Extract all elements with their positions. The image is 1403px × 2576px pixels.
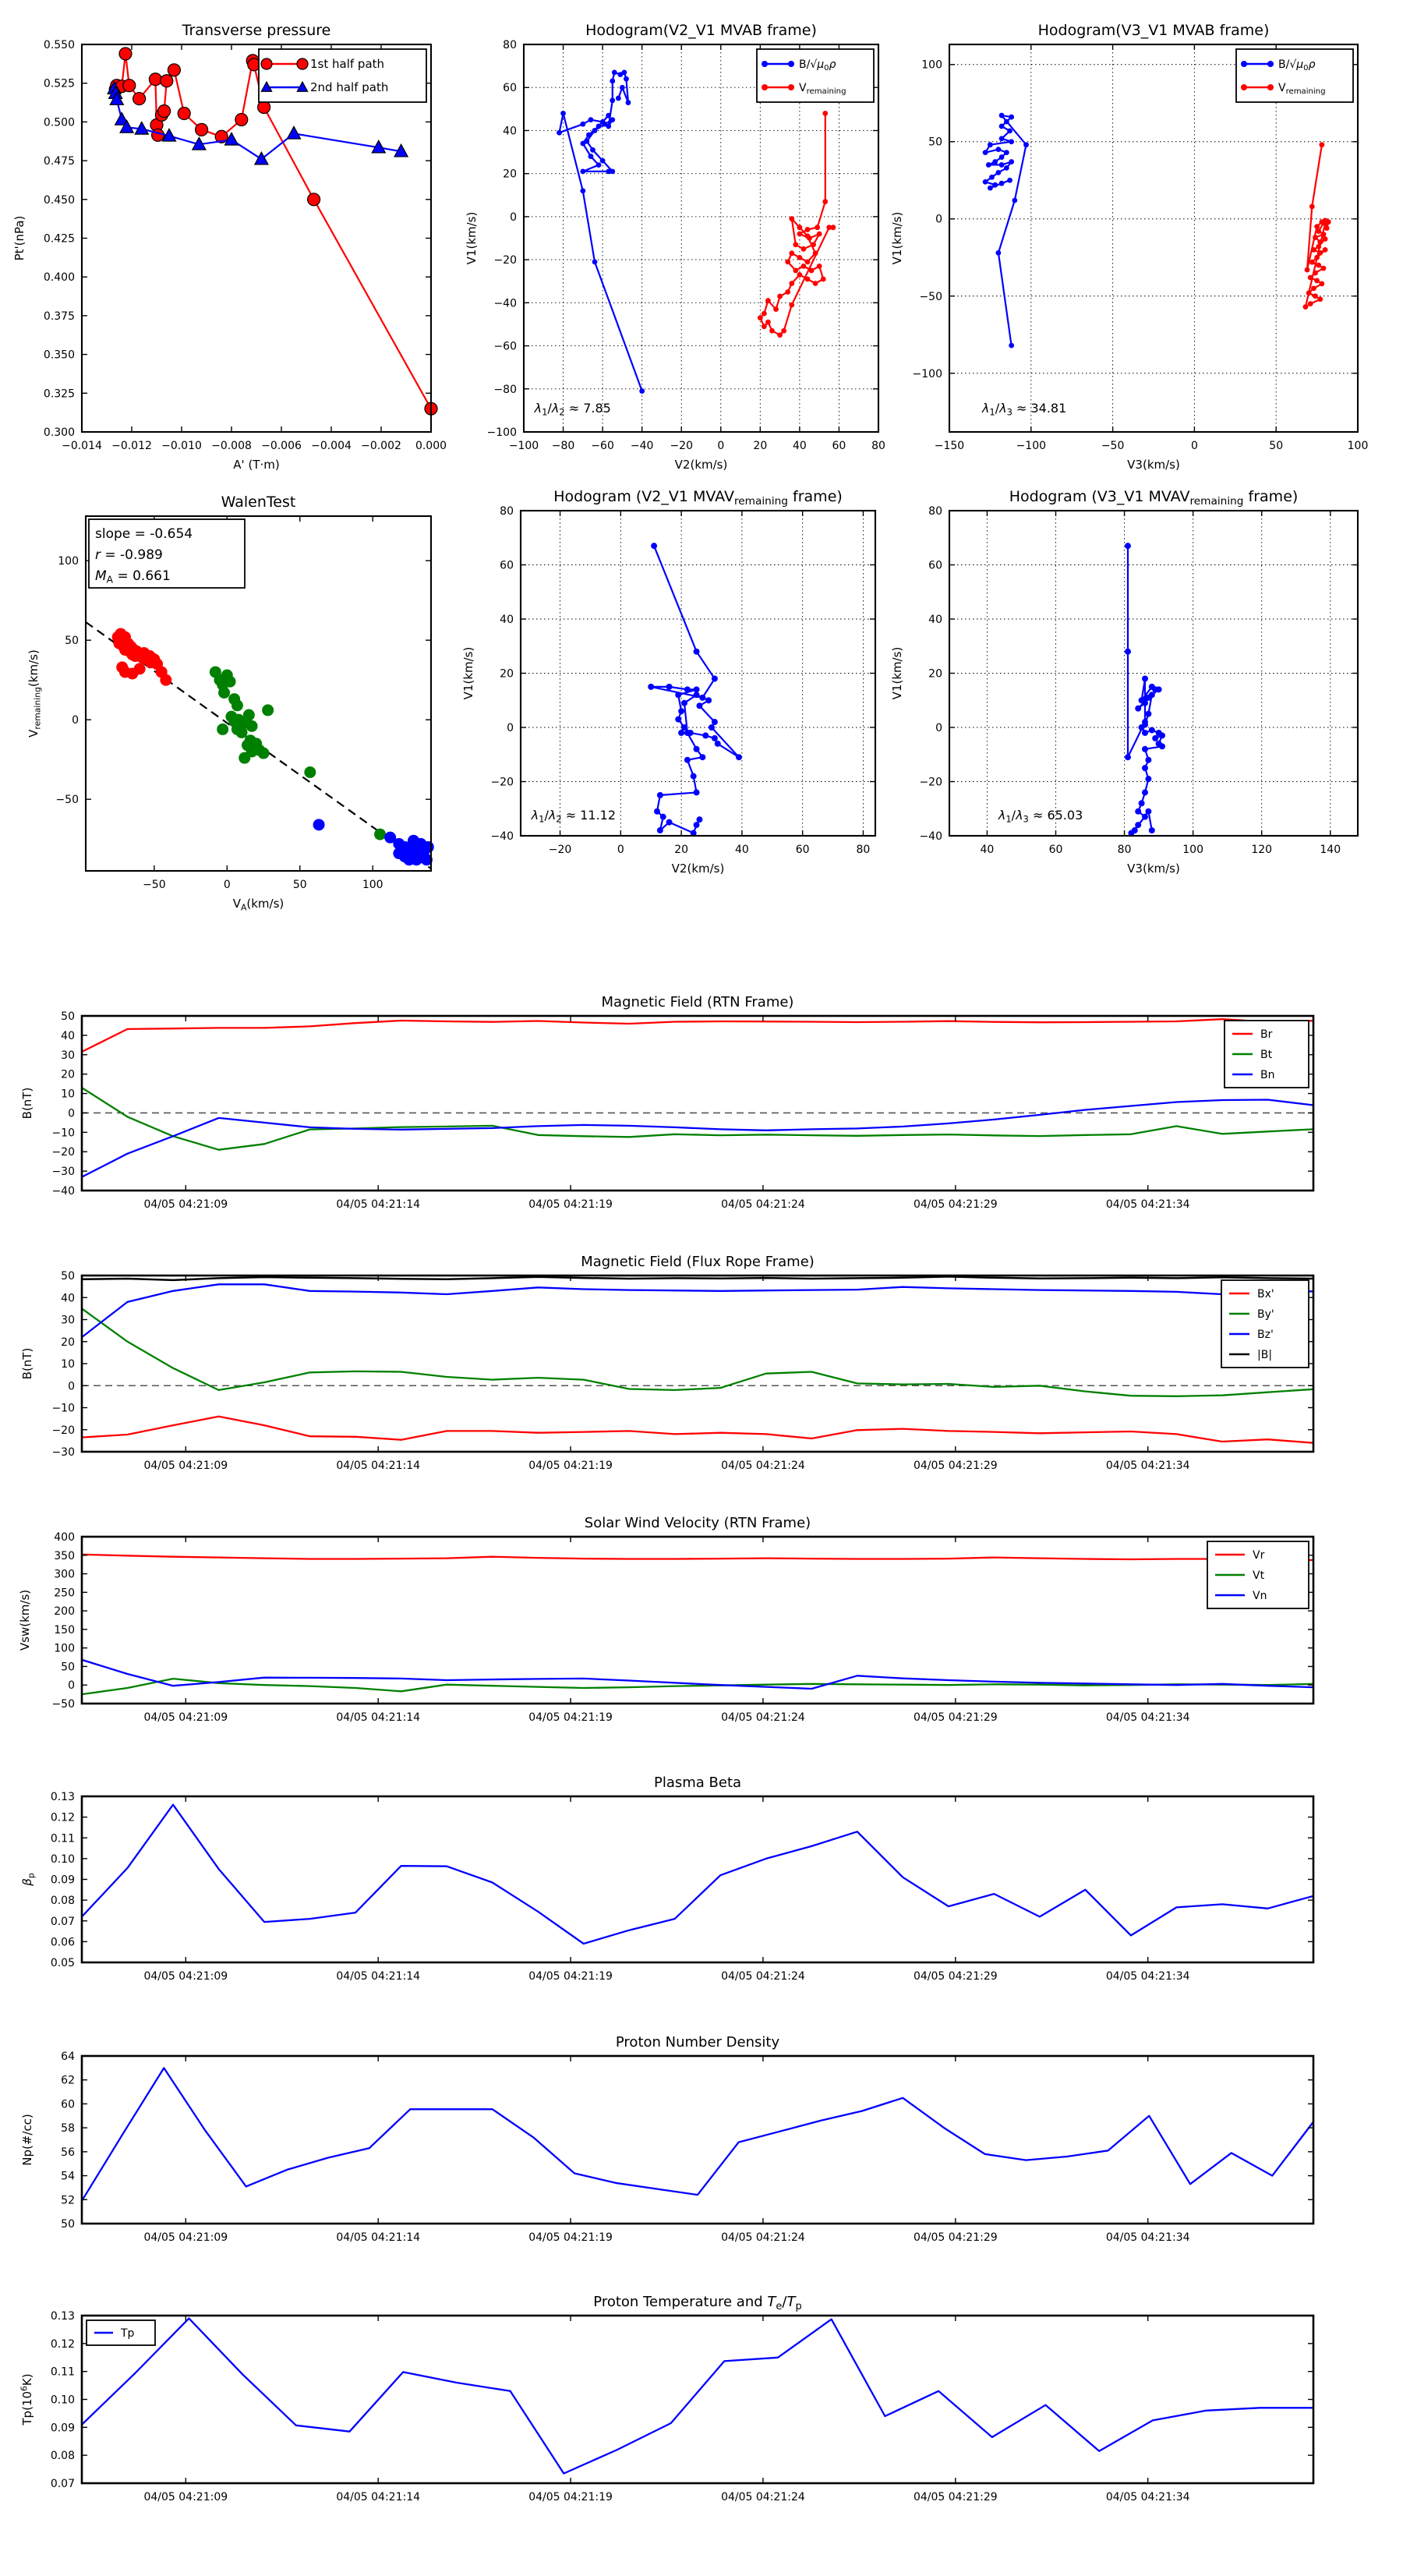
svg-text:04/05 04:21:09: 04/05 04:21:09 [143,1198,228,1211]
svg-text:120: 120 [1251,844,1273,856]
svg-text:−40: −40 [630,440,654,452]
svg-text:−40: −40 [51,1185,75,1198]
svg-text:λ1/λ2 ≈ 7.85: $\lambda_1/\lambda_2 \approx 7.85$ [534,401,611,418]
svg-text:0: 0 [617,844,624,856]
svg-text:−20: −20 [493,254,517,267]
svg-text:0.475: 0.475 [43,155,75,168]
svg-text:0.11: 0.11 [50,1832,75,1845]
svg-text:04/05 04:21:24: 04/05 04:21:24 [721,1711,805,1724]
svg-text:r = -0.989: r = -0.989 [95,547,163,563]
svg-text:10: 10 [61,1358,75,1371]
svg-text:20: 20 [503,168,517,181]
svg-text:04/05 04:21:29: 04/05 04:21:29 [913,2491,998,2503]
svg-text:−50: −50 [1101,440,1125,452]
svg-text:0.450: 0.450 [43,193,75,207]
svg-text:40: 40 [734,844,749,856]
svg-text:−100: −100 [486,426,517,439]
svg-text:V3(km/s): V3(km/s) [1127,458,1180,472]
svg-text:140: 140 [1320,844,1341,856]
svg-text:−50: −50 [55,794,79,807]
svg-text:Vremaining: $V_{remaining}$ [799,82,846,97]
svg-text:04/05 04:21:29: 04/05 04:21:29 [913,1970,998,1983]
svg-text:0.10: 0.10 [50,1852,75,1866]
svg-text:Vr: Vr [1253,1549,1265,1562]
svg-text:Bt: Bt [1260,1049,1273,1061]
svg-text:Vt: Vt [1253,1569,1265,1582]
svg-text:0: 0 [68,1679,75,1693]
svg-text:50: 50 [61,1661,75,1674]
svg-text:V1(km/s): V1(km/s) [890,646,904,700]
svg-text:04/05 04:21:29: 04/05 04:21:29 [913,2231,998,2244]
svg-text:−0.008: −0.008 [211,440,252,452]
svg-text:−50: −50 [919,290,942,303]
svg-text:04/05 04:21:19: 04/05 04:21:19 [528,2491,613,2503]
svg-text:0: 0 [510,211,517,224]
svg-text:B(nT): B(nT) [20,1087,34,1120]
svg-text:0.525: 0.525 [43,77,75,90]
panel-transverse-pressure [12,22,447,472]
svg-text:−100: −100 [1016,440,1047,452]
svg-text:−100: −100 [912,367,942,380]
svg-text:350: 350 [54,1549,75,1562]
svg-text:0.12: 0.12 [50,2337,75,2351]
svg-text:Bz': Bz' [1257,1329,1274,1341]
svg-text:30: 30 [61,1049,75,1062]
panel-solar-wind-velocity [18,1515,1313,1724]
svg-text:Vremaining: $V_{remaining}$ [1278,82,1326,97]
svg-text:−30: −30 [51,1166,75,1179]
svg-text:80: 80 [871,440,885,452]
svg-text:04/05 04:21:24: 04/05 04:21:24 [721,1970,805,1983]
svg-text:Transverse pressure: Transverse pressure [182,22,331,39]
svg-text:04/05 04:21:09: 04/05 04:21:09 [143,1460,228,1472]
svg-text:50: 50 [65,635,79,648]
svg-text:50: 50 [61,1010,75,1023]
svg-text:−20: −20 [670,440,693,452]
svg-text:04/05 04:21:19: 04/05 04:21:19 [528,1711,613,1724]
panel-hodogram-v3v1-mvab [890,22,1368,472]
svg-text:64: 64 [61,2051,75,2063]
svg-text:80: 80 [500,505,514,518]
svg-text:04/05 04:21:34: 04/05 04:21:34 [1105,1711,1190,1724]
svg-text:−150: −150 [934,440,965,452]
svg-text:−0.010: −0.010 [161,440,202,452]
svg-text:0.325: 0.325 [43,387,75,401]
svg-text:0.11: 0.11 [50,2365,75,2379]
svg-text:100: 100 [1347,440,1369,452]
svg-text:20: 20 [753,440,768,452]
svg-text:0.07: 0.07 [50,2478,75,2490]
svg-text:04/05 04:21:34: 04/05 04:21:34 [1105,1198,1190,1211]
svg-text:B(nT): B(nT) [20,1347,34,1380]
svg-text:V2(km/s): V2(km/s) [674,458,728,472]
svg-text:−80: −80 [493,383,517,396]
svg-text:|B|: |B| [1257,1349,1273,1361]
svg-text:−30: −30 [51,1446,75,1459]
svg-text:0.000: 0.000 [415,440,447,452]
panel-plasma-beta [20,1775,1313,1983]
panel-hodogram-v3v1-mvav [890,488,1358,876]
svg-text:04/05 04:21:14: 04/05 04:21:14 [336,2231,421,2244]
svg-text:0.425: 0.425 [43,232,75,246]
svg-text:20: 20 [500,667,514,681]
svg-text:150: 150 [54,1623,75,1637]
svg-text:−20: −20 [919,776,942,789]
svg-text:04/05 04:21:19: 04/05 04:21:19 [528,2231,613,2244]
svg-text:0: 0 [1190,440,1198,452]
svg-text:80: 80 [1117,844,1132,856]
svg-text:−60: −60 [591,440,614,452]
svg-text:04/05 04:21:09: 04/05 04:21:09 [143,1711,228,1724]
svg-text:V1(km/s): V1(km/s) [890,211,904,265]
svg-text:−0.014: −0.014 [62,440,102,452]
svg-text:βp: $\beta_p$ [20,1873,37,1886]
svg-text:50: 50 [292,879,307,891]
panel-proton-temperature [19,2294,1313,2503]
svg-text:Vremaining(km/s): $V_{remaining}(km/s)$ [27,649,43,738]
svg-text:Tp(106K): $Tp(10^6K)$ [19,2373,34,2426]
svg-text:−10: −10 [51,1402,75,1415]
svg-text:0.05: 0.05 [50,1957,75,1969]
svg-text:λ1/λ3 ≈ 65.03: $\lambda_1/\lambda_3 \approx 65.03$ [998,808,1083,825]
svg-text:Np(#/cc): Np(#/cc) [20,2114,34,2166]
svg-text:Bn: Bn [1260,1069,1275,1081]
svg-text:−0.006: −0.006 [261,440,302,452]
svg-text:10: 10 [61,1088,75,1101]
svg-text:0.07: 0.07 [50,1915,75,1928]
svg-text:−0.002: −0.002 [361,440,401,452]
svg-text:0.10: 0.10 [50,2394,75,2407]
svg-text:−40: −40 [490,830,514,843]
svg-text:04/05 04:21:09: 04/05 04:21:09 [143,1970,228,1983]
svg-text:0.550: 0.550 [43,39,75,51]
svg-text:B/√μ0ρ: $B/√\mu_0\rho$ [1278,58,1316,73]
svg-text:04/05 04:21:29: 04/05 04:21:29 [913,1198,998,1211]
svg-text:0.12: 0.12 [50,1811,75,1824]
svg-text:50: 50 [61,2218,75,2231]
svg-text:0: 0 [935,722,942,734]
svg-text:0: 0 [72,714,79,727]
svg-text:−80: −80 [551,440,575,452]
svg-text:V3(km/s): V3(km/s) [1127,862,1180,876]
svg-text:04/05 04:21:19: 04/05 04:21:19 [528,1198,613,1211]
svg-text:λ1/λ2 ≈ 11.12: $\lambda_1/\lambda_2 \approx 11.12$ [531,808,617,825]
svg-text:100: 100 [362,879,383,891]
svg-text:100: 100 [921,58,942,72]
svg-text:60: 60 [795,844,810,856]
svg-text:04/05 04:21:24: 04/05 04:21:24 [721,1460,805,1472]
svg-text:Plasma Beta: Plasma Beta [653,1775,742,1791]
svg-text:100: 100 [1182,844,1204,856]
svg-text:0.06: 0.06 [50,1936,75,1949]
svg-text:40: 40 [928,614,942,626]
svg-text:V1(km/s): V1(km/s) [465,211,479,265]
svg-text:0.300: 0.300 [43,426,75,439]
svg-text:30: 30 [61,1314,75,1327]
svg-text:−100: −100 [508,440,539,452]
svg-text:60: 60 [500,559,514,572]
svg-text:0: 0 [717,440,725,452]
svg-text:Solar Wind Velocity (RTN Frame: Solar Wind Velocity (RTN Frame) [584,1515,811,1531]
svg-text:−0.012: −0.012 [111,440,152,452]
svg-text:0.08: 0.08 [50,1895,75,1908]
svg-text:04/05 04:21:14: 04/05 04:21:14 [336,1198,421,1211]
svg-text:0.375: 0.375 [43,310,75,323]
svg-text:0.500: 0.500 [43,116,75,129]
svg-text:40: 40 [503,125,517,138]
svg-text:VA(km/s): $V_A(km/s)$ [232,897,284,913]
svg-text:60: 60 [1048,844,1063,856]
svg-text:0.13: 0.13 [50,2310,75,2323]
panel-walen-test [27,494,434,912]
svg-text:100: 100 [54,1642,75,1655]
svg-text:04/05 04:21:14: 04/05 04:21:14 [336,2491,421,2503]
svg-text:20: 20 [61,1068,75,1081]
svg-text:50: 50 [61,1270,75,1283]
svg-text:04/05 04:21:24: 04/05 04:21:24 [721,2231,805,2244]
svg-text:Hodogram (V3_V1 MVAVremaining: Hodogram (V3_V1 $MVAV_{remaining}$ frame) [1009,488,1299,508]
svg-text:04/05 04:21:14: 04/05 04:21:14 [336,1711,421,1724]
svg-text:04/05 04:21:24: 04/05 04:21:24 [721,2491,805,2503]
panel-proton-number-density [20,2034,1313,2244]
svg-text:58: 58 [61,2122,75,2135]
svg-text:Hodogram (V2_V1 MVAVremaining: Hodogram (V2_V1 $MVAV_{remaining}$ frame) [553,488,843,508]
svg-text:40: 40 [792,440,807,452]
svg-text:slope = -0.654: slope = -0.654 [95,526,193,542]
svg-text:40: 40 [61,1029,75,1042]
svg-text:50: 50 [928,136,942,149]
panel-magnetic-field-rtn [20,994,1313,1211]
svg-text:62: 62 [61,2074,75,2087]
svg-text:04/05 04:21:14: 04/05 04:21:14 [336,1970,421,1983]
svg-text:60: 60 [832,440,846,452]
svg-text:−40: −40 [919,830,942,843]
svg-text:04/05 04:21:34: 04/05 04:21:34 [1105,1460,1190,1472]
svg-text:04/05 04:21:24: 04/05 04:21:24 [721,1198,805,1211]
svg-text:−40: −40 [493,297,517,310]
svg-text:−20: −20 [51,1424,75,1437]
svg-text:−10: −10 [51,1127,75,1140]
svg-text:20: 20 [61,1336,75,1349]
svg-text:−60: −60 [493,340,517,353]
svg-text:100: 100 [58,555,79,568]
svg-text:−20: −20 [490,776,514,789]
svg-text:Proton Number Density: Proton Number Density [615,2034,780,2051]
svg-text:04/05 04:21:09: 04/05 04:21:09 [143,2231,228,2244]
panel-hodogram-v2v1-mvav [461,488,875,876]
svg-text:04/05 04:21:34: 04/05 04:21:34 [1105,2491,1190,2503]
svg-text:200: 200 [54,1605,75,1619]
svg-text:80: 80 [856,844,871,856]
svg-text:Bx': Bx' [1257,1288,1274,1300]
svg-text:04/05 04:21:29: 04/05 04:21:29 [913,1711,998,1724]
svg-text:04/05 04:21:14: 04/05 04:21:14 [336,1460,421,1472]
svg-text:0: 0 [68,1107,75,1120]
svg-text:−50: −50 [143,879,166,891]
svg-text:0.350: 0.350 [43,349,75,362]
svg-text:60: 60 [503,82,517,95]
svg-text:0.09: 0.09 [50,2422,75,2435]
panel-magnetic-field-flux-rope [20,1254,1313,1472]
svg-text:B/√μ0ρ: $B/√\mu_0\rho$ [799,58,836,73]
svg-text:0: 0 [935,213,942,226]
svg-text:0: 0 [507,722,514,734]
svg-text:Vn: Vn [1253,1590,1267,1602]
svg-text:54: 54 [61,2170,75,2183]
svg-text:300: 300 [54,1568,75,1581]
svg-text:Proton Temperature and Te/Tp: Proton Temperature and $T_e/T_p$ [593,2294,802,2312]
svg-text:80: 80 [928,505,942,518]
svg-text:V1(km/s): V1(km/s) [461,646,475,700]
svg-text:40: 40 [61,1292,75,1305]
svg-text:400: 400 [54,1531,75,1544]
svg-text:04/05 04:21:34: 04/05 04:21:34 [1105,1970,1190,1983]
svg-text:−20: −20 [548,844,572,856]
svg-text:0.13: 0.13 [50,1791,75,1803]
svg-text:04/05 04:21:19: 04/05 04:21:19 [528,1970,613,1983]
svg-text:A' (T·m): A' (T·m) [233,458,280,472]
svg-text:80: 80 [503,39,517,51]
svg-text:V2(km/s): V2(km/s) [671,862,725,876]
svg-text:−0.004: −0.004 [311,440,352,452]
svg-text:04/05 04:21:09: 04/05 04:21:09 [143,2491,228,2503]
svg-text:WalenTest: WalenTest [221,494,296,511]
svg-text:60: 60 [928,559,942,572]
svg-text:0: 0 [68,1380,75,1393]
svg-text:04/05 04:21:34: 04/05 04:21:34 [1105,2231,1190,2244]
svg-text:λ1/λ3 ≈ 34.81: $\lambda_1/\lambda_3 \approx 34.81$ [981,401,1067,418]
svg-text:40: 40 [980,844,995,856]
svg-text:50: 50 [1269,440,1284,452]
svg-text:04/05 04:21:19: 04/05 04:21:19 [528,1460,613,1472]
svg-text:04/05 04:21:29: 04/05 04:21:29 [913,1460,998,1472]
svg-text:40: 40 [500,614,514,626]
svg-text:Pt'(nPa): Pt'(nPa) [12,215,27,261]
svg-text:Hodogram(V3_V1 MVAB frame): Hodogram(V3_V1 MVAB frame) [1037,22,1270,39]
svg-text:By': By' [1257,1308,1274,1321]
svg-text:2nd half path: 2nd half path [310,80,389,94]
svg-text:20: 20 [674,844,689,856]
svg-text:−50: −50 [51,1698,75,1711]
svg-text:1st half path: 1st half path [310,57,385,71]
svg-text:Br: Br [1260,1028,1273,1041]
panel-hodogram-v2v1-mvab [465,22,885,472]
svg-text:Magnetic Field (Flux Rope Fram: Magnetic Field (Flux Rope Frame) [581,1254,815,1270]
svg-text:−20: −20 [51,1146,75,1159]
svg-text:Magnetic Field (RTN Frame): Magnetic Field (RTN Frame) [601,994,794,1010]
svg-text:MA = 0.661: $M_A = 0.661$ [95,568,171,586]
svg-text:0.08: 0.08 [50,2450,75,2463]
svg-text:Tp: Tp [121,2327,135,2340]
svg-text:60: 60 [61,2098,75,2111]
svg-text:56: 56 [61,2146,75,2159]
svg-text:0: 0 [223,879,231,891]
svg-text:Vsw(km/s): Vsw(km/s) [18,1589,32,1651]
svg-text:0.400: 0.400 [43,271,75,285]
svg-text:250: 250 [54,1587,75,1600]
svg-text:0.09: 0.09 [50,1874,75,1887]
svg-text:20: 20 [928,667,942,681]
svg-text:Hodogram(V2_V1 MVAB frame): Hodogram(V2_V1 MVAB frame) [585,22,817,39]
svg-text:52: 52 [61,2194,75,2207]
